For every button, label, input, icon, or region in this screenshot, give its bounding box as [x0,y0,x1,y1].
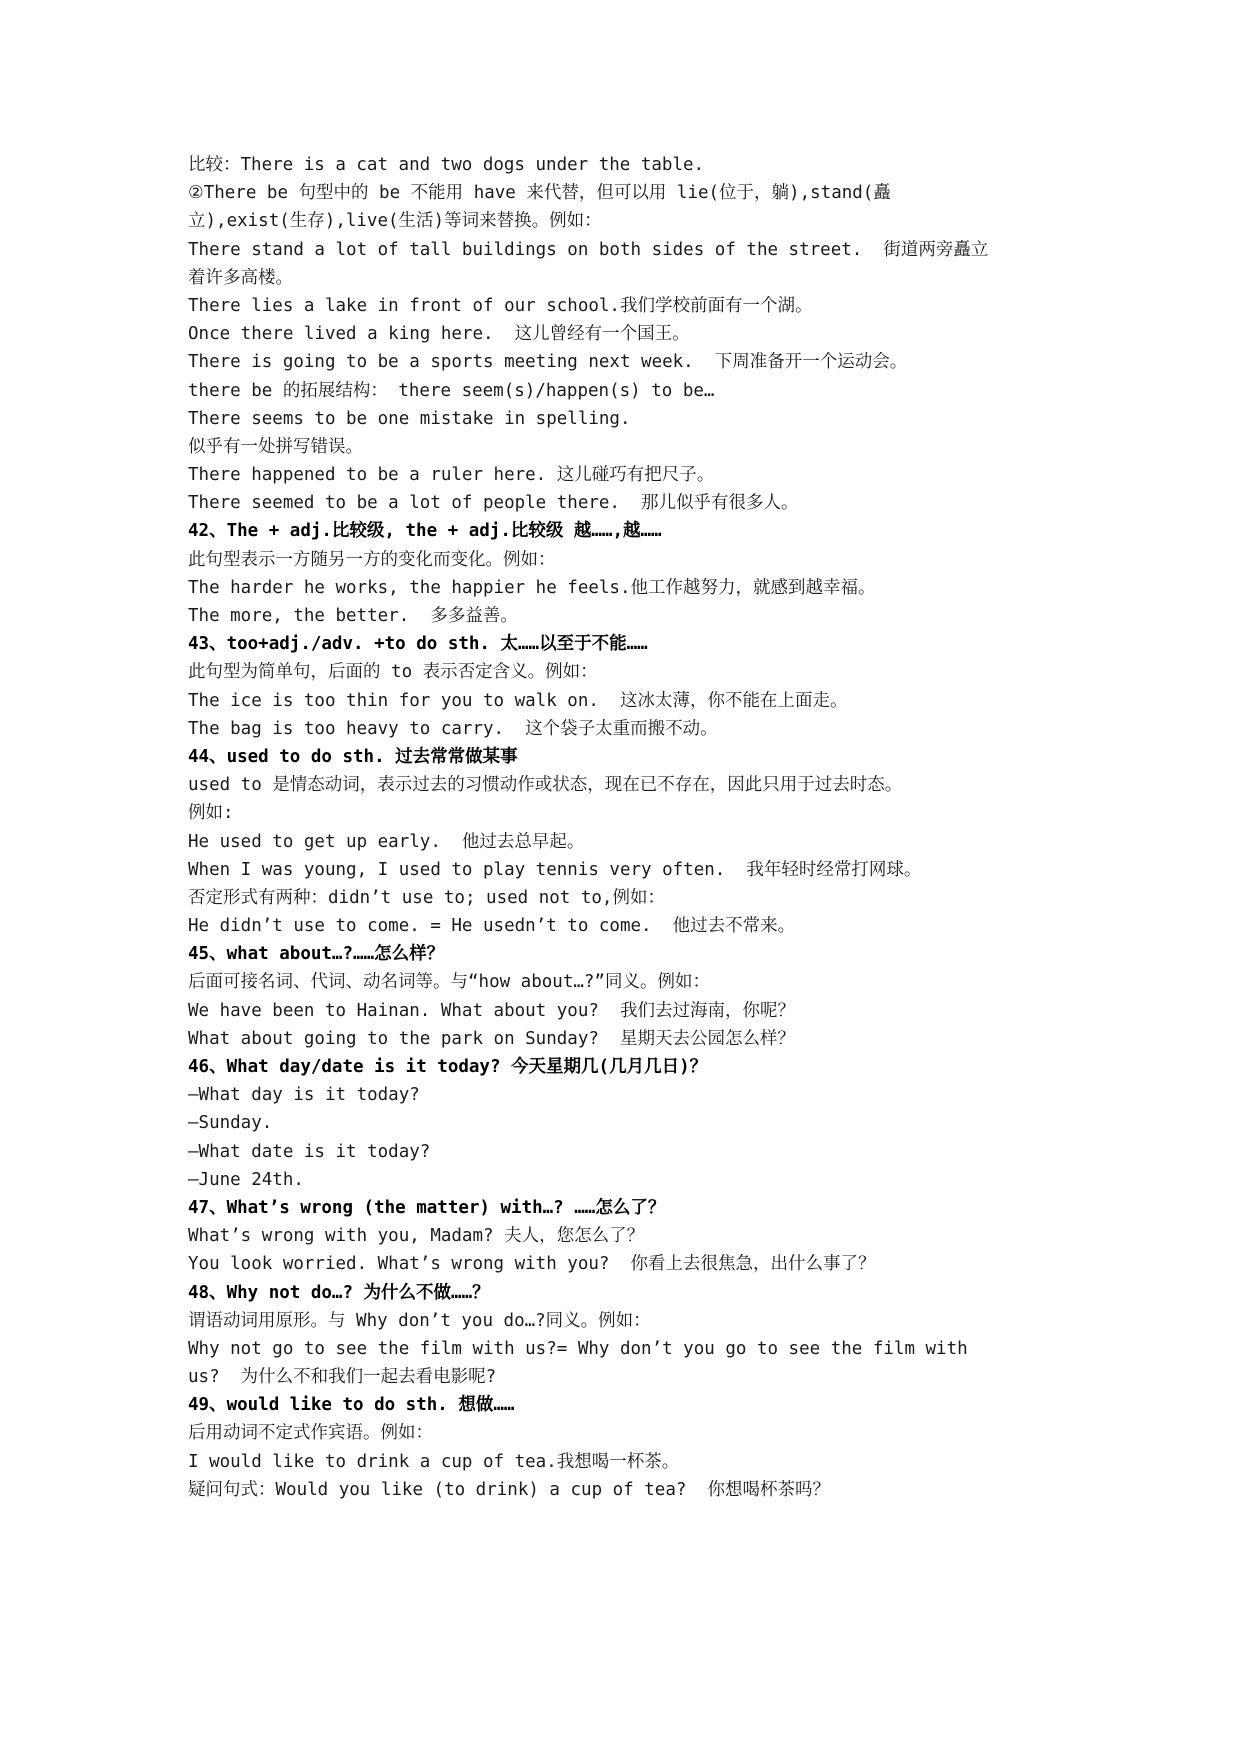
text-line: —June 24th. [188,1169,304,1190]
text-line: There happened to be a ruler here. 这儿碰巧有把尺子。 [188,465,715,486]
section-heading: 44、used to do sth. 过去常常做某事 [188,746,518,767]
text-line: What about going to the park on Sunday? 星期天去公园怎么样？ [188,1028,795,1049]
section-heading: 45、what about…?……怎么样？ [188,944,445,965]
text-line: He didn’t use to come. = He usedn’t to come. 他过去不常来。 [188,916,796,937]
section-heading: 42、The + adj.比较级, the + adj.比较级 越……,越…… [188,521,662,542]
text-line: What’s wrong with you, Madam? 夫人，您怎么了？ [188,1226,645,1247]
text-line: The harder he works, the happier he feels.他工作越努力，就感到越幸福。 [188,577,876,598]
text-line: He used to get up early. 他过去总早起。 [188,831,585,852]
section-heading: 49、would like to do sth. 想做…… [188,1395,515,1416]
text-line: 疑问句式：Would you like (to drink) a cup of tea? 你想喝杯茶吗？ [188,1479,830,1500]
text-line: 着许多高楼。 [188,267,293,288]
text-line: there be 的拓展结构： there seem(s)/happen(s) to be… [188,380,715,401]
text-line: When I was young, I used to play tennis very often. 我年轻时经常打网球。 [188,859,922,880]
document-page [188,151,1068,1504]
section-heading: 47、What’s wrong (the matter) with…? ……怎么了？ [188,1197,666,1218]
text-line: 后面可接名词、代词、动名词等。与“how about…?”同义。例如： [188,972,710,993]
text-line: The more, the better. 多多益善。 [188,606,518,626]
text-line: 后用动词不定式作宾语。例如： [188,1423,433,1444]
section-heading: 43、too+adj./adv. +to do sth. 太……以至于不能…… [188,634,648,655]
text-line: The ice is too thin for you to walk on. 这冰太薄，你不能在上面走。 [188,690,848,711]
text-line: Why not go to see the film with us?= Why don’t you go to see the film with [188,1338,968,1359]
text-line: You look worried. What’s wrong with you? 你看上去很焦急，出什么事了？ [188,1254,876,1275]
text-line: 例如: [188,803,234,824]
text-line: 此句型表示一方随另一方的变化而变化。例如： [188,549,556,570]
text-line: There stand a lot of tall buildings on both sides of the street. 街道两旁矗立 [188,239,989,260]
text-line: 否定形式有两种：didn’t use to; used not to,例如： [188,887,665,908]
text-line: ②There be 句型中的 be 不能用 have 来代替，但可以用 lie(位于，躺),stand(矗 [188,183,891,204]
text-line: Once there lived a king here. 这儿曾经有一个国王。 [188,324,690,345]
text-line: I would like to drink a cup of tea.我想喝一杯茶。 [188,1451,680,1472]
text-line: We have been to Hainan. What about you? 我们去过海南，你呢？ [188,1000,795,1021]
text-line: 似乎有一处拼写错误。 [188,436,363,457]
text-line: There seems to be one mistake in spelling. [188,408,631,429]
text-line: —What date is it today? [188,1141,431,1162]
text-line: 此句型为简单句，后面的 to 表示否定含义。例如： [188,662,598,683]
section-heading: 48、Why not do…? 为什么不做……？ [188,1282,490,1303]
text-line: There seemed to be a lot of people there. 那儿似乎有很多人。 [188,493,799,514]
section-heading: 46、What day/date is it today? 今天星期几(几月几日)？ [188,1057,708,1077]
text-line: us? 为什么不和我们一起去看电影呢? [188,1367,497,1388]
text-line: —What day is it today? [188,1085,420,1106]
text-line: used to 是情态动词，表示过去的习惯动作或状态，现在已不存在，因此只用于过去时态。 [188,775,903,796]
text-line: 比较：There is a cat and two dogs under the table. [188,155,705,175]
text-line: There is going to be a sports meeting next week. 下周准备开一个运动会。 [188,352,908,373]
text-line: The bag is too heavy to carry. 这个袋子太重而搬不动。 [188,718,718,739]
text-line: —Sunday. [188,1113,273,1134]
text-line: 谓语动词用原形。与 Why don’t you do…?同义。例如： [188,1310,651,1331]
text-line: 立),exist(生存),live(生活)等词来替换。例如： [188,211,602,232]
text-line: There lies a lake in front of our school.我们学校前面有一个湖。 [188,295,813,316]
